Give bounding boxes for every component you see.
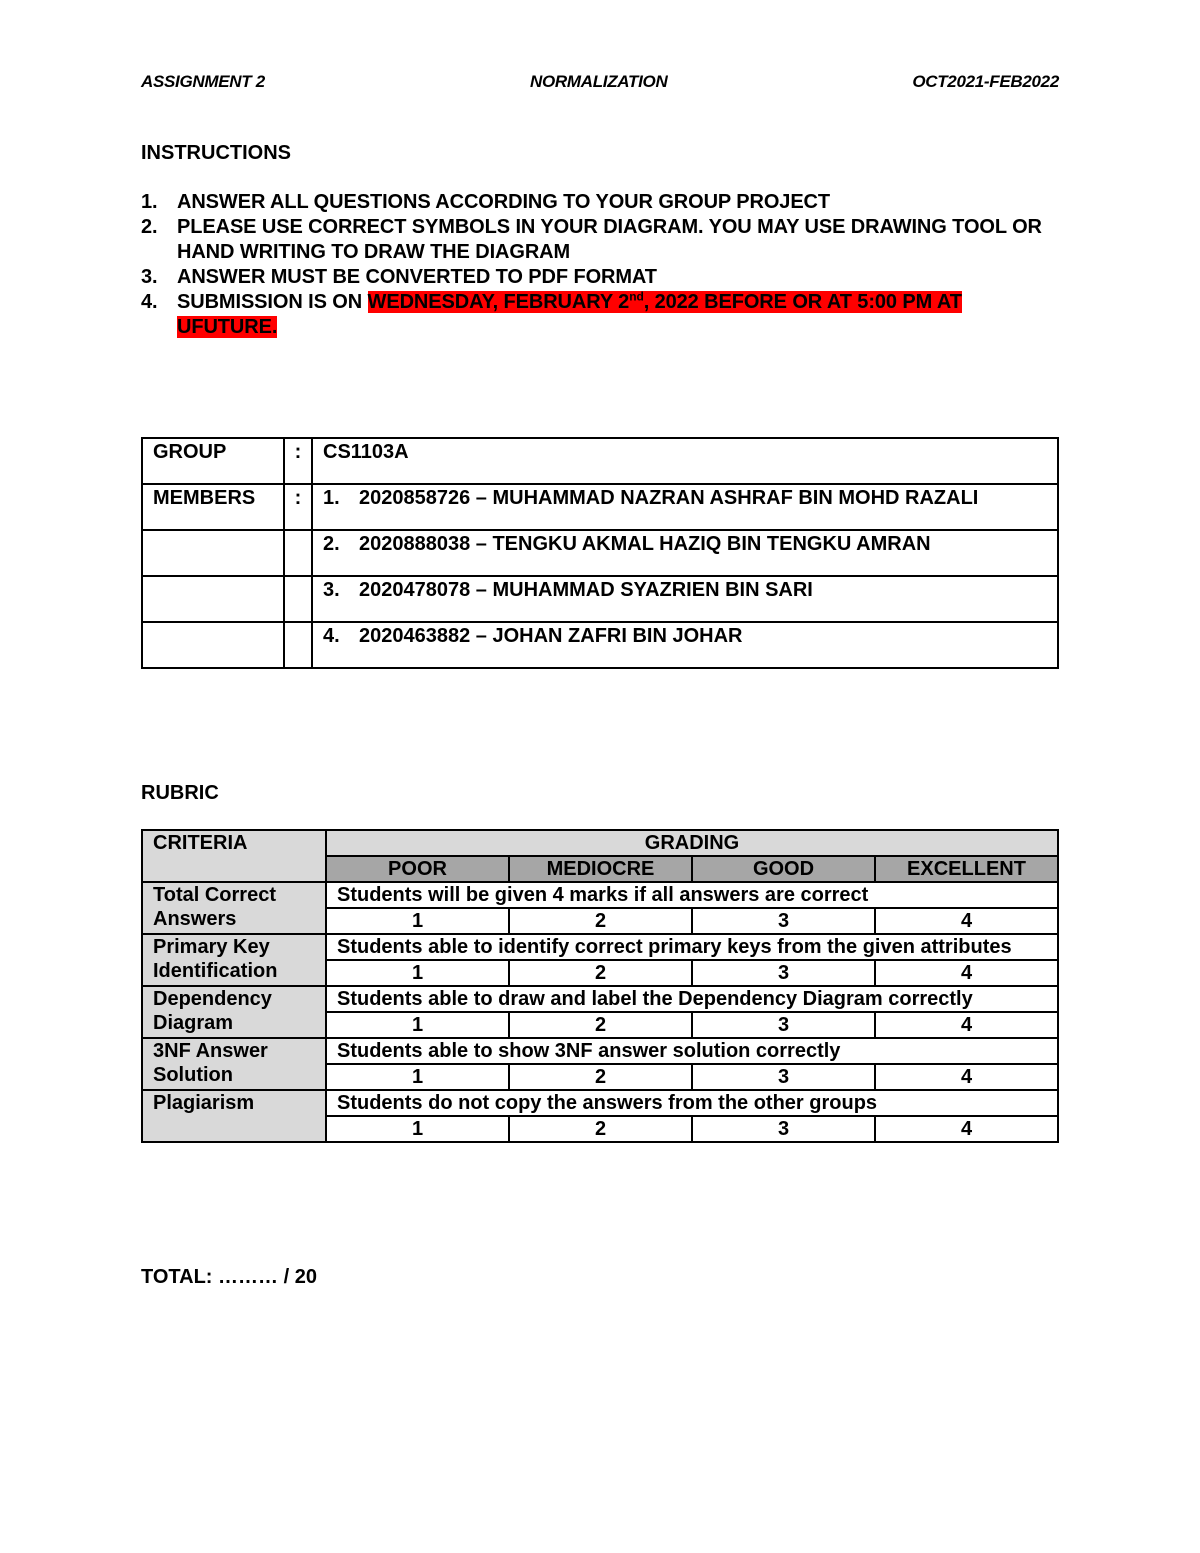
deadline-time-place: , 2022 BEFORE OR AT 5:00 PM AT UFUTURE. [177,291,962,338]
table-row [142,1090,1058,1116]
criteria-description: Students will be given 4 marks if all answers are correct [326,882,1058,908]
score-cell: 2 [509,1116,692,1142]
table-row [142,530,1058,576]
total-score: TOTAL: ……… / 20 [141,1266,317,1288]
score-cell: 4 [875,960,1058,986]
ordinal-suffix: nd [629,289,644,304]
instructions-list [141,190,1061,340]
table-row [142,576,1058,622]
member-cell [312,576,1058,622]
score-cell: 2 [509,960,692,986]
empty-cell [284,576,312,622]
criteria-description: Students able to show 3NF answer solution correctly [326,1038,1058,1064]
rubric-table [141,829,1059,1143]
header-left: ASSIGNMENT 2 [141,72,265,91]
score-cell: 1 [326,960,509,986]
grading-header: GRADING [326,830,1058,856]
instruction-text: PLEASE USE CORRECT SYMBOLS IN YOUR DIAGRAM. YOU MAY USE DRAWING TOOL OR HAND WRITING TO DRAW THE DIAGRAM [177,216,1042,263]
instruction-text: SUBMISSION IS ON [177,291,368,313]
score-cell: 4 [875,1116,1058,1142]
score-cell: 3 [692,908,875,934]
criteria-label: Primary Key Identification [142,934,326,986]
instruction-item [141,215,1061,265]
header-center: NORMALIZATION [530,72,668,91]
empty-cell [284,530,312,576]
level-good: GOOD [692,856,875,882]
score-cell: 2 [509,1064,692,1090]
group-value: CS1103A [312,438,1058,484]
header-right: OCT2021-FEB2022 [912,72,1059,91]
empty-cell [142,622,284,668]
criteria-description: Students able to identify correct primary keys from the given attributes [326,934,1058,960]
score-cell: 2 [509,908,692,934]
member-text: 2020463882 – JOHAN ZAFRI BIN JOHAR [359,625,743,647]
criteria-header: CRITERIA [142,830,326,882]
score-cell: 4 [875,908,1058,934]
table-row [142,882,1058,908]
instruction-item [141,190,1061,215]
criteria-description: Students able to draw and label the Dependency Diagram correctly [326,986,1058,1012]
criteria-label: Dependency Diagram [142,986,326,1038]
instruction-text: ANSWER MUST BE CONVERTED TO PDF FORMAT [177,266,657,288]
member-text: 2020888038 – TENGKU AKMAL HAZIQ BIN TENGKU AMRAN [359,533,931,555]
member-number: 1. [323,487,340,509]
score-cell: 4 [875,1064,1058,1090]
criteria-label: Plagiarism [142,1090,326,1142]
level-excellent: EXCELLENT [875,856,1058,882]
table-row [142,934,1058,960]
criteria-label: Total Correct Answers [142,882,326,934]
member-cell [312,484,1058,530]
table-row [142,1038,1058,1064]
colon-separator: : [284,438,312,484]
members-label: MEMBERS [142,484,284,530]
table-row [142,986,1058,1012]
empty-cell [142,576,284,622]
score-cell: 3 [692,1116,875,1142]
member-cell [312,530,1058,576]
score-cell: 1 [326,1064,509,1090]
score-cell: 1 [326,1116,509,1142]
score-cell: 1 [326,1012,509,1038]
member-text: 2020858726 – MUHAMMAD NAZRAN ASHRAF BIN MOHD RAZALI [359,487,979,509]
score-cell: 2 [509,1012,692,1038]
group-label: GROUP [142,438,284,484]
instructions-title: INSTRUCTIONS [141,142,291,164]
empty-cell [284,622,312,668]
colon-separator: : [284,484,312,530]
score-cell: 3 [692,960,875,986]
page-header [141,72,1059,94]
score-cell: 3 [692,1064,875,1090]
table-row [142,622,1058,668]
empty-cell [142,530,284,576]
member-number: 4. [323,625,340,647]
instruction-item [141,290,1061,340]
group-members-table [141,437,1059,669]
member-text: 2020478078 – MUHAMMAD SYAZRIEN BIN SARI [359,579,813,601]
instruction-number: 4. [141,291,158,313]
deadline-date: WEDNESDAY, FEBRUARY 2 [367,291,630,313]
instruction-text: ANSWER ALL QUESTIONS ACCORDING TO YOUR GROUP PROJECT [177,191,831,213]
score-cell: 1 [326,908,509,934]
instruction-number: 3. [141,266,158,288]
member-number: 2. [323,533,340,555]
criteria-description: Students do not copy the answers from the other groups [326,1090,1058,1116]
table-row [142,484,1058,530]
instruction-number: 1. [141,191,158,213]
score-cell: 4 [875,1012,1058,1038]
rubric-title: RUBRIC [141,782,219,804]
table-row [142,830,1058,856]
level-mediocre: MEDIOCRE [509,856,692,882]
member-number: 3. [323,579,340,601]
score-cell: 3 [692,1012,875,1038]
table-row [142,438,1058,484]
member-cell [312,622,1058,668]
level-poor: POOR [326,856,509,882]
instruction-item [141,265,1061,290]
instruction-number: 2. [141,216,158,238]
criteria-label: 3NF Answer Solution [142,1038,326,1090]
